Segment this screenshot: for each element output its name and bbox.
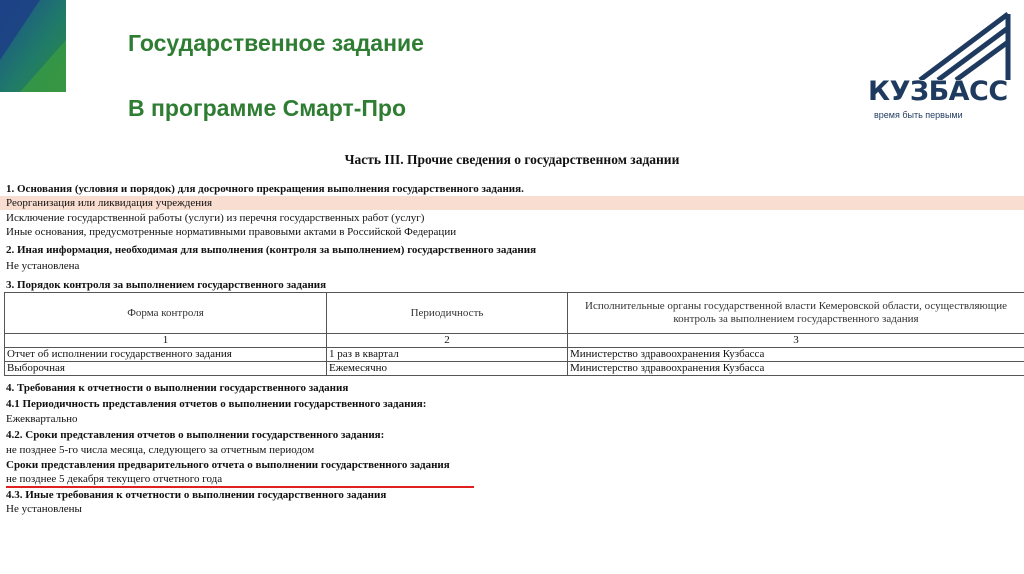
prelim-heading: Сроки представления предварительного отчета о выполнении государственного задания — [6, 459, 450, 471]
section1-item: Реорганизация или ликвидация учреждения — [6, 197, 213, 209]
table-cell: Выборочная — [5, 362, 327, 376]
section1-item: Иные основания, предусмотренные нормативными правовыми актами в Российской Федерации — [6, 226, 457, 238]
table-header-cell: Форма контроля — [5, 293, 327, 334]
table-row — [5, 362, 1024, 376]
section42-value: не позднее 5-го числа месяца, следующего за отчетным периодом — [6, 444, 315, 456]
slide-subtitle: В программе Смарт-Про — [128, 95, 407, 121]
document-excerpt — [0, 140, 1024, 520]
section43-value: Не установлены — [6, 503, 82, 515]
table-cell: Министерство здравоохранения Кузбасса — [568, 348, 1024, 362]
section43-heading: 4.3. Иные требования к отчетности о выполнении государственного задания — [6, 489, 387, 501]
part-title: Часть III. Прочие сведения о государственном задании — [344, 152, 680, 167]
section41-value: Ежеквартально — [6, 413, 78, 425]
logo-name: КУЗБАСС — [868, 76, 1008, 107]
table-header-cell: Периодичность — [327, 293, 568, 334]
table-row — [5, 348, 1024, 362]
table-number-cell: 3 — [568, 334, 1024, 348]
prelim-value: не позднее 5 декабря текущего отчетного года — [6, 473, 223, 485]
logo-slogan: время быть первыми — [874, 110, 963, 120]
section41-heading: 4.1 Периодичность представления отчетов о выполнении государственного задания: — [6, 398, 427, 410]
table-number-cell: 2 — [327, 334, 568, 348]
section42-heading: 4.2. Сроки представления отчетов о выполнении государственного задания: — [6, 429, 385, 441]
corner-decoration — [0, 0, 66, 92]
table-cell: Ежемесячно — [327, 362, 568, 376]
table-header-cell: Исполнительные органы государственной власти Кемеровской области, осуществляющие контроль за выполнением государственного задания — [568, 293, 1024, 334]
control-table — [4, 292, 1024, 376]
table-number-cell: 1 — [5, 334, 327, 348]
slide-title: Государственное задание — [128, 30, 424, 56]
table-header-row — [5, 293, 1024, 334]
section1-item: Исключение государственной работы (услуги) из перечня государственных работ (услуг) — [6, 212, 425, 224]
table-cell: Отчет об исполнении государственного задания — [5, 348, 327, 362]
section1-heading: 1. Основания (условия и порядок) для досрочного прекращения выполнения государственного задания. — [6, 183, 524, 195]
section3-heading: 3. Порядок контроля за выполнением государственного задания — [6, 279, 327, 291]
table-number-row — [5, 334, 1024, 348]
table-cell: 1 раз в квартал — [327, 348, 568, 362]
section4-heading: 4. Требования к отчетности о выполнении государственного задания — [6, 382, 349, 394]
red-underline-annotation — [6, 486, 474, 488]
section2-value: Не установлена — [6, 260, 80, 272]
table-cell: Министерство здравоохранения Кузбасса — [568, 362, 1024, 376]
section2-heading: 2. Иная информация, необходимая для выполнения (контроля за выполнением) государственного задания — [6, 244, 537, 256]
kuzbass-logo — [868, 10, 1018, 125]
logo-mountain-icon — [868, 10, 1018, 80]
